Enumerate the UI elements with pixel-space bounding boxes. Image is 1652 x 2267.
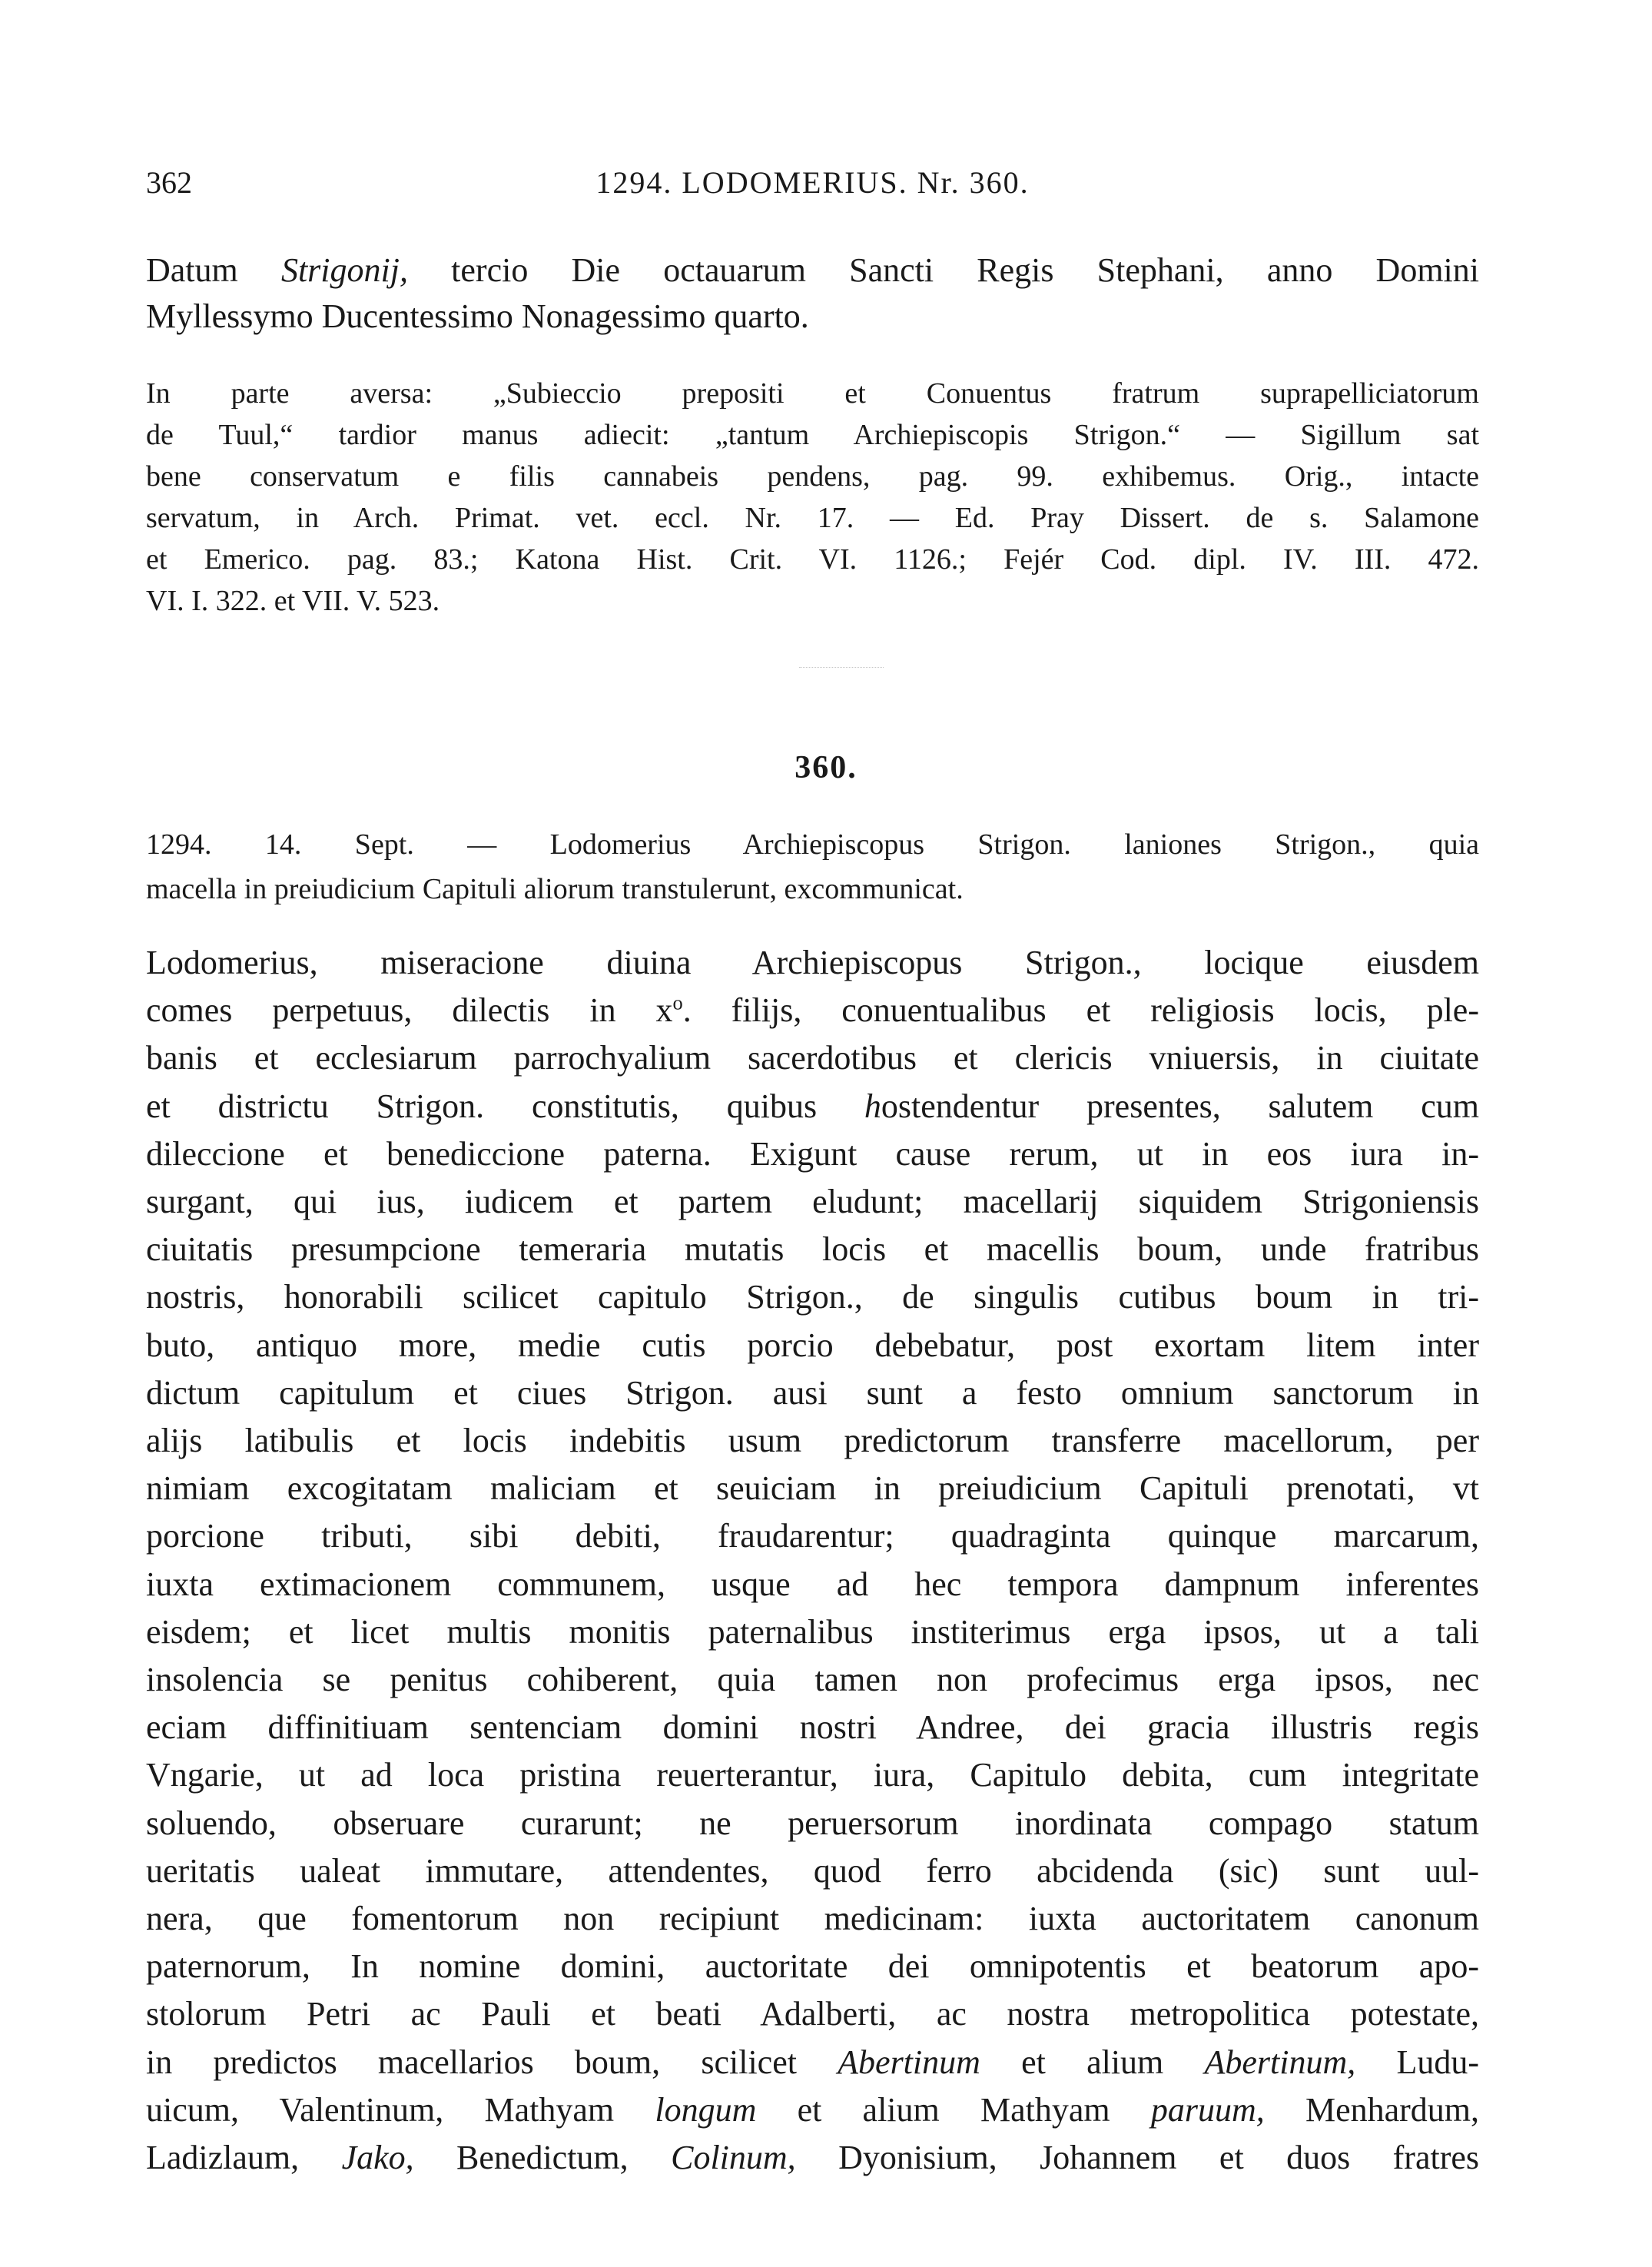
text-line: et districtu Strigon. constitutis, quibus hostendentur presentes, salutem cum [146, 1087, 1479, 1125]
text-line: porcione tributi, sibi debiti, fraudarentur; quadraginta quinque marcarum, [146, 1517, 1479, 1555]
text-line: surgant, qui ius, iudicem et partem eludunt; macellarij siquidem Strigoniensis [146, 1183, 1479, 1221]
text-line: de Tuul,“ tardior manus adiecit: „tantum Archiepiscopis Strigon.“ — Sigillum sat [146, 419, 1479, 451]
text-line: Datum Strigonij, tercio Die octauarum Sancti Regis Stephani, anno Domini [146, 251, 1479, 289]
text-line: nera, que fomentorum non recipiunt medicinam: iuxta auctoritatem canonum [146, 1900, 1479, 1938]
text-line: dileccione et benediccione paterna. Exigunt cause rerum, ut in eos iura in- [146, 1134, 1479, 1173]
text-line: eciam diffinitiuam sentenciam domini nostri Andree, dei gracia illustris regis [146, 1708, 1479, 1747]
page-number: 362 [146, 165, 192, 200]
text-line: Ladizlaum, Jako, Benedictum, Colinum, Dyonisium, Johannem et duos fratres [146, 2139, 1479, 2177]
regest-summary [146, 822, 1479, 911]
section-divider [799, 667, 884, 668]
editorial-notes [146, 373, 1479, 622]
text-line: iuxta extimacionem communem, usque ad hec tempora dampnum inferentes [146, 1565, 1479, 1603]
text-line: nostris, honorabili scilicet capitulo Strigon., de singulis cutibus boum in tri- [146, 1278, 1479, 1316]
text-line: paternorum, In nomine domini, auctoritate dei omnipotentis et beatorum apo- [146, 1947, 1479, 1986]
text-line: dictum capitulum et ciues Strigon. ausi sunt a festo omnium sanctorum in [146, 1373, 1479, 1412]
charter-text [146, 939, 1479, 2182]
text-line: alijs latibulis et locis indebitis usum predictorum transferre macellorum, per [146, 1422, 1479, 1460]
text-line: VI. I. 322. et VII. V. 523. [146, 585, 440, 617]
text-line: ueritatis ualeat immutare, attendentes, quod ferro abcidenda (sic) sunt uul- [146, 1851, 1479, 1890]
text-line: nimiam excogitatam maliciam et seuiciam in preiudicium Capituli prenotati, vt [146, 1469, 1479, 1508]
text-line: buto, antiquo more, medie cutis porcio debebatur, post exortam litem inter [146, 1326, 1479, 1364]
text-line: Lodomerius, miseracione diuina Archiepiscopus Strigon., locique eiusdem [146, 944, 1479, 981]
text-line: macella in preiudicium Capituli aliorum transtulerunt, excommunicat. [146, 873, 964, 905]
text-line: Vngarie, ut ad loca pristina reuerterantur, iura, Capitulo debita, cum integritate [146, 1756, 1479, 1794]
text-line: bene conservatum e filis cannabeis pendens, pag. 99. exhibemus. Orig., intacte [146, 460, 1479, 493]
document-number: 360. [794, 750, 858, 785]
text-line: 1294. 14. Sept. — Lodomerius Archiepiscopus Strigon. laniones Strigon., quia [146, 828, 1479, 861]
text-line: et Emerico. pag. 83.; Katona Hist. Crit. VI. 1126.; Fejér Cod. dipl. IV. III. 472. [146, 543, 1479, 576]
text-line: Myllessymo Ducentessimo Nonagessimo quarto. [146, 297, 809, 335]
text-line: eisdem; et licet multis monitis paternalibus institerimus erga ipsos, ut a tali [146, 1612, 1479, 1651]
text-line: comes perpetuus, dilectis in $x^o$. filijs, conuentualibus et religiosis locis, ple- [146, 991, 1479, 1030]
text-line: uicum, Valentinum, Mathyam longum et alium Mathyam paruum, Menhardum, [146, 2090, 1479, 2129]
dating-clause [146, 247, 1479, 340]
page-header [146, 164, 1479, 203]
text-line: In parte aversa: „Subieccio prepositi et Conuentus fratrum suprapelliciatorum [146, 377, 1479, 410]
text-line: in predictos macellarios boum, scilicet Abertinum et alium Abertinum, Ludu- [146, 2043, 1479, 2081]
text-line: ciuitatis presumpcione temeraria mutatis locis et macellis boum, unde fratribus [146, 1230, 1479, 1269]
text-line: stolorum Petri ac Pauli et beati Adalberti, ac nostra metropolitica potestate, [146, 1995, 1479, 2033]
text-line: soluendo, obseruare curarunt; ne peruersorum inordinata compago statum [146, 1804, 1479, 1842]
running-title: 1294. LODOMERIUS. Nr. 360. [595, 165, 1030, 200]
text-line: banis et ecclesiarum parrochyalium sacerdotibus et clericis vniuersis, in ciuitate [146, 1039, 1479, 1077]
text-line: servatum, in Arch. Primat. vet. eccl. Nr. 17. — Ed. Pray Dissert. de s. Salamone [146, 502, 1479, 534]
text-line: insolencia se penitus cohiberent, quia tamen non profecimus erga ipsos, nec [146, 1661, 1479, 1699]
